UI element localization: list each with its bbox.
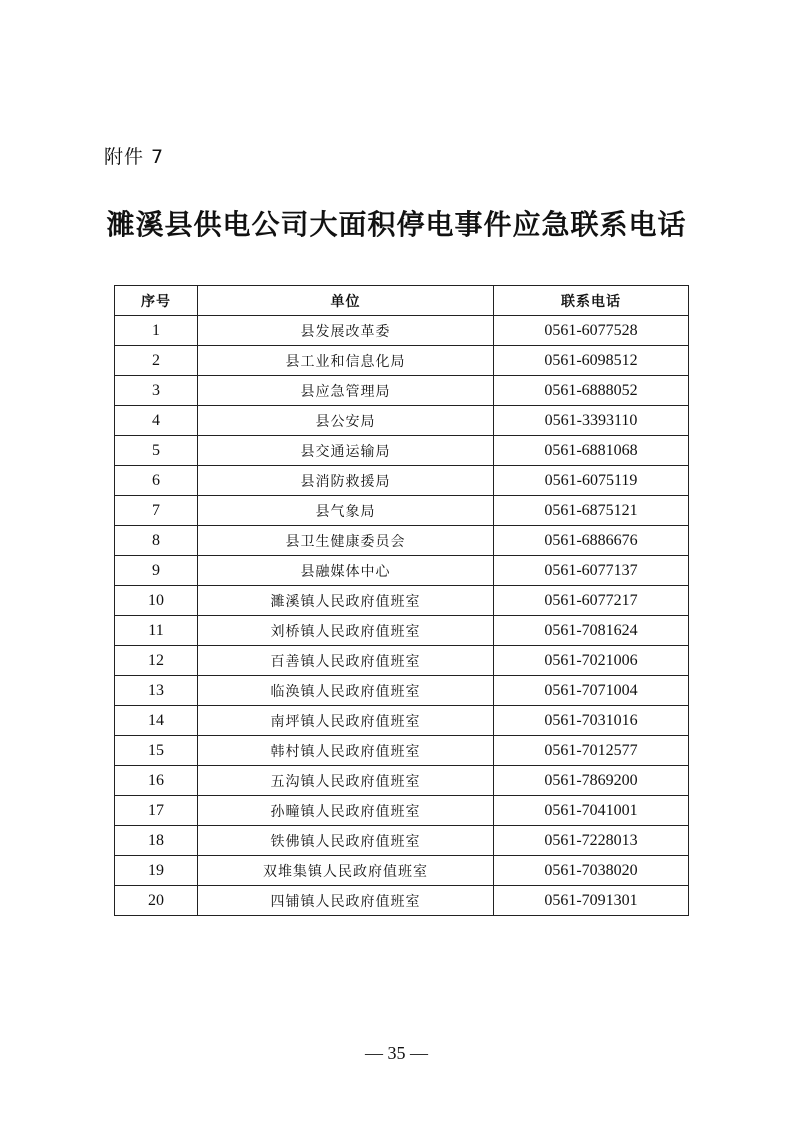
table-row	[115, 526, 689, 556]
row-seq: 20	[115, 886, 198, 916]
row-phone: 0561-6077137	[494, 556, 689, 586]
row-seq: 12	[115, 646, 198, 676]
row-phone: 0561-7869200	[494, 766, 689, 796]
table-header-row	[115, 286, 689, 316]
table-row	[115, 586, 689, 616]
document-title: 濉溪县供电公司大面积停电事件应急联系电话	[106, 208, 687, 241]
row-phone: 0561-7012577	[494, 736, 689, 766]
row-phone: 0561-6075119	[494, 466, 689, 496]
row-unit: 孙疃镇人民政府值班室	[198, 796, 494, 826]
row-unit: 韩村镇人民政府值班室	[198, 736, 494, 766]
page-number: — 35 —	[365, 1043, 428, 1063]
row-seq: 19	[115, 856, 198, 886]
row-unit: 县融媒体中心	[198, 556, 494, 586]
row-phone: 0561-6881068	[494, 436, 689, 466]
row-seq: 3	[115, 376, 198, 406]
row-unit: 县消防救援局	[198, 466, 494, 496]
row-phone: 0561-6886676	[494, 526, 689, 556]
row-unit: 县卫生健康委员会	[198, 526, 494, 556]
row-phone: 0561-7021006	[494, 646, 689, 676]
row-seq: 15	[115, 736, 198, 766]
row-phone: 0561-7228013	[494, 826, 689, 856]
row-seq: 1	[115, 316, 198, 346]
row-unit: 临涣镇人民政府值班室	[198, 676, 494, 706]
row-unit: 县发展改革委	[198, 316, 494, 346]
row-seq: 4	[115, 406, 198, 436]
table-row	[115, 436, 689, 466]
row-phone: 0561-7031016	[494, 706, 689, 736]
row-unit: 双堆集镇人民政府值班室	[198, 856, 494, 886]
row-phone: 0561-7091301	[494, 886, 689, 916]
table-row	[115, 766, 689, 796]
row-seq: 16	[115, 766, 198, 796]
row-unit: 县气象局	[198, 496, 494, 526]
row-unit: 百善镇人民政府值班室	[198, 646, 494, 676]
row-phone: 0561-7041001	[494, 796, 689, 826]
table-row	[115, 646, 689, 676]
row-unit: 县工业和信息化局	[198, 346, 494, 376]
row-seq: 5	[115, 436, 198, 466]
header-phone: 联系电话	[494, 286, 689, 316]
attachment-label: 附件 7	[104, 146, 165, 168]
row-phone: 0561-3393110	[494, 406, 689, 436]
row-phone: 0561-6098512	[494, 346, 689, 376]
row-phone: 0561-6875121	[494, 496, 689, 526]
table-row	[115, 856, 689, 886]
table-row	[115, 556, 689, 586]
row-unit: 县交通运输局	[198, 436, 494, 466]
row-unit: 铁佛镇人民政府值班室	[198, 826, 494, 856]
row-unit: 县应急管理局	[198, 376, 494, 406]
table-row	[115, 316, 689, 346]
row-seq: 14	[115, 706, 198, 736]
row-seq: 9	[115, 556, 198, 586]
table-row	[115, 706, 689, 736]
table-row	[115, 616, 689, 646]
row-phone: 0561-6077217	[494, 586, 689, 616]
header-unit: 单位	[198, 286, 494, 316]
table-row	[115, 496, 689, 526]
row-unit: 濉溪镇人民政府值班室	[198, 586, 494, 616]
row-phone: 0561-7071004	[494, 676, 689, 706]
row-phone: 0561-6888052	[494, 376, 689, 406]
table-row	[115, 796, 689, 826]
row-phone: 0561-7081624	[494, 616, 689, 646]
row-unit: 南坪镇人民政府值班室	[198, 706, 494, 736]
row-unit: 四铺镇人民政府值班室	[198, 886, 494, 916]
contact-table	[114, 285, 689, 916]
row-seq: 18	[115, 826, 198, 856]
row-unit: 五沟镇人民政府值班室	[198, 766, 494, 796]
row-unit: 县公安局	[198, 406, 494, 436]
row-seq: 7	[115, 496, 198, 526]
table-row	[115, 406, 689, 436]
table-row	[115, 346, 689, 376]
row-seq: 17	[115, 796, 198, 826]
row-seq: 2	[115, 346, 198, 376]
table-body	[115, 316, 689, 916]
row-seq: 6	[115, 466, 198, 496]
header-seq: 序号	[115, 286, 198, 316]
table-row	[115, 466, 689, 496]
row-unit: 刘桥镇人民政府值班室	[198, 616, 494, 646]
row-seq: 13	[115, 676, 198, 706]
table-row	[115, 886, 689, 916]
table-row	[115, 736, 689, 766]
row-phone: 0561-6077528	[494, 316, 689, 346]
row-phone: 0561-7038020	[494, 856, 689, 886]
row-seq: 8	[115, 526, 198, 556]
table-row	[115, 376, 689, 406]
row-seq: 11	[115, 616, 198, 646]
row-seq: 10	[115, 586, 198, 616]
table-row	[115, 676, 689, 706]
table-row	[115, 826, 689, 856]
